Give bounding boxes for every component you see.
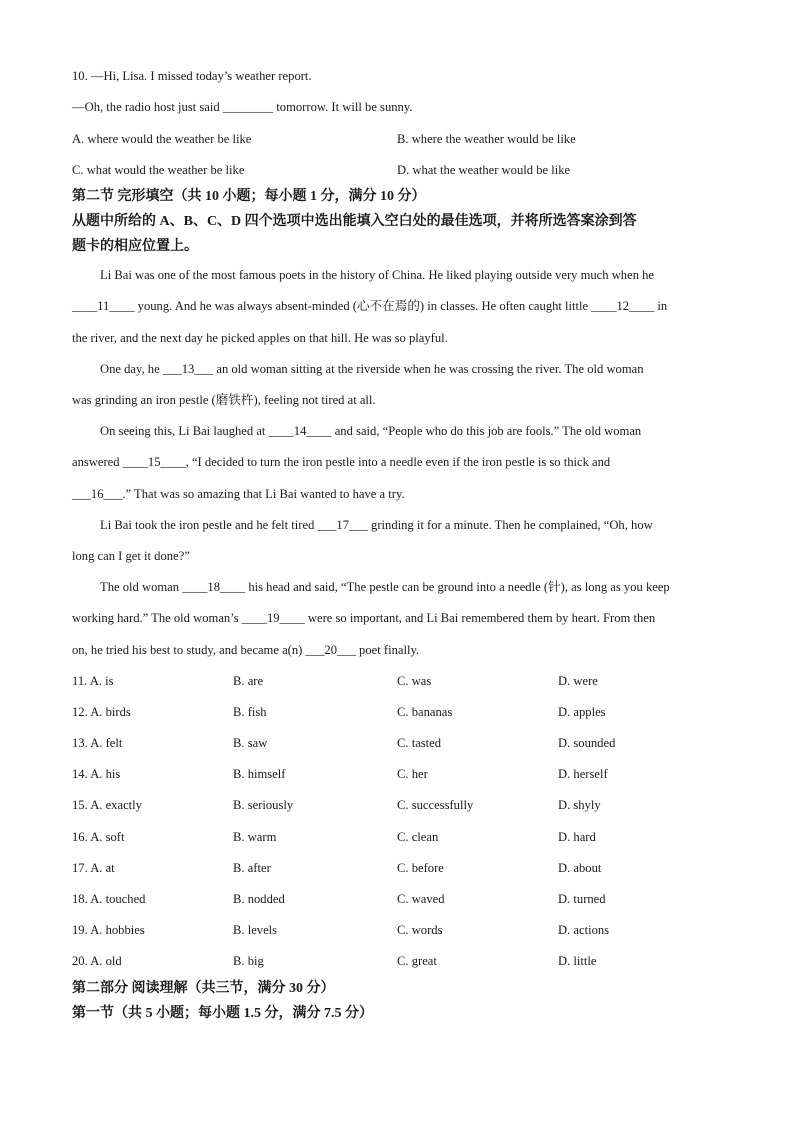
passage-line bbox=[72, 453, 724, 471]
option-d: D. apples bbox=[558, 705, 606, 720]
option-a: 18. A. touched bbox=[72, 891, 146, 906]
option-b: B. after bbox=[233, 860, 271, 875]
option-d: D. what the weather would be like bbox=[397, 163, 571, 177]
option-b: B. seriously bbox=[233, 798, 294, 813]
passage-text: One day, he bbox=[100, 362, 163, 376]
option-a: 16. A. soft bbox=[72, 829, 125, 844]
option-a: A. where would the weather be like bbox=[72, 132, 252, 146]
option-a: 12. A. birds bbox=[72, 705, 131, 720]
passage-text: were so important, and Li Bai remembered them by heart. From then bbox=[304, 611, 656, 625]
blank-11: ____11____ bbox=[72, 299, 135, 313]
option-d: D. herself bbox=[558, 767, 608, 782]
part-heading: 第二部分 阅读理解（共三节，满分 30 分） bbox=[72, 981, 335, 996]
option-b: B. levels bbox=[233, 922, 278, 937]
dialogue-text: —Oh, the radio host just said bbox=[72, 100, 223, 114]
option-b: B. where the weather would be like bbox=[397, 132, 576, 146]
option-b: B. warm bbox=[233, 829, 277, 844]
section-instruction: 从题中所给的 A、B、C、D 四个选项中选出能填入空白处的最佳选项，并将所选答案涂到答 bbox=[72, 214, 637, 229]
option-b: B. fish bbox=[233, 705, 267, 720]
option-c: C. before bbox=[397, 860, 444, 875]
passage-text: The old woman bbox=[100, 580, 183, 594]
option-b: B. nodded bbox=[233, 891, 285, 906]
blank-15: ____15____ bbox=[122, 455, 186, 469]
passage-text: .” That was so amazing that Li Bai wanted to have a try. bbox=[122, 487, 405, 501]
option-c: C. successfully bbox=[397, 798, 474, 813]
passage-line: long can I get it done?” bbox=[72, 549, 190, 563]
passage-text: his head and said, “The pestle can be ground into a needle (针), as long as you keep bbox=[245, 580, 670, 594]
option-d: D. little bbox=[558, 953, 597, 968]
passage-line: Li Bai was one of the most famous poets in the history of China. He liked playing outside very much when he bbox=[100, 268, 655, 282]
passage-text: young. And he was always absent-minded (心不在焉的) in classes. He often caught little bbox=[134, 299, 592, 313]
passage-line bbox=[72, 641, 724, 659]
blank-14: ____14____ bbox=[268, 424, 332, 438]
option-a: 13. A. felt bbox=[72, 736, 123, 751]
option-d: D. about bbox=[558, 860, 602, 875]
option-c: C. bananas bbox=[397, 705, 453, 720]
blank-16: ___16___ bbox=[72, 487, 123, 501]
passage-line: the river, and the next day he picked apples on that hill. He was so playful. bbox=[72, 331, 448, 345]
blank-17: ___17___ bbox=[317, 518, 368, 532]
option-c: C. tasted bbox=[397, 736, 442, 751]
passage-line bbox=[100, 578, 724, 596]
option-c: C. what would the weather be like bbox=[72, 163, 245, 177]
passage-text: On seeing this, Li Bai laughed at bbox=[100, 424, 269, 438]
passage-text: , “I decided to turn the iron pestle into a needle even if the iron pestle is so thick and bbox=[185, 455, 611, 469]
question-10-stem: 10. —Hi, Lisa. I missed today’s weather report. bbox=[72, 69, 312, 83]
passage-line bbox=[100, 360, 724, 378]
question-10-dialogue bbox=[72, 98, 724, 116]
blank-12: ____12____ bbox=[591, 299, 655, 313]
passage-text: Li Bai took the iron pestle and he felt tired bbox=[100, 518, 318, 532]
option-a: 20. A. old bbox=[72, 953, 122, 968]
passage-line bbox=[72, 609, 724, 627]
option-d: D. were bbox=[558, 674, 598, 688]
passage-text: and said, “People who do this job are fools.” The old woman bbox=[331, 424, 642, 438]
option-a: 15. A. exactly bbox=[72, 798, 142, 813]
option-c: C. her bbox=[397, 767, 428, 782]
passage-line: was grinding an iron pestle (磨铁杵), feeling not tired at all. bbox=[72, 393, 376, 407]
passage-line bbox=[100, 422, 724, 440]
blank-19: ____19____ bbox=[241, 611, 305, 625]
passage-text: grinding it for a minute. Then he complained, “Oh, how bbox=[367, 518, 653, 532]
option-d: D. actions bbox=[558, 922, 610, 937]
section-instruction: 题卡的相应位置上。 bbox=[72, 239, 198, 254]
option-c: C. was bbox=[397, 674, 432, 688]
option-c: C. words bbox=[397, 922, 443, 937]
option-a: 14. A. his bbox=[72, 767, 121, 782]
blank-13: ___13___ bbox=[162, 362, 214, 376]
subsection-heading: 第一节（共 5 小题；每小题 1.5 分，满分 7.5 分） bbox=[72, 1006, 373, 1021]
option-d: D. sounded bbox=[558, 736, 616, 751]
passage-text: in bbox=[654, 299, 668, 313]
dialogue-text: tomorrow. It will be sunny. bbox=[273, 100, 413, 114]
passage-text: an old woman sitting at the riverside when he was crossing the river. The old woman bbox=[213, 362, 644, 376]
passage-line bbox=[72, 297, 724, 315]
passage-text: poet finally. bbox=[355, 643, 420, 657]
option-a: 11. A. is bbox=[72, 674, 114, 688]
option-b: B. saw bbox=[233, 736, 268, 751]
passage-text: answered bbox=[72, 455, 123, 469]
option-a: 19. A. hobbies bbox=[72, 922, 145, 937]
option-c: C. great bbox=[397, 953, 437, 968]
blank-18: ____18____ bbox=[182, 580, 246, 594]
option-d: D. hard bbox=[558, 829, 596, 844]
option-c: C. clean bbox=[397, 829, 439, 844]
answer-blank: ________ bbox=[222, 100, 274, 114]
blank-20: ___20___ bbox=[305, 643, 356, 657]
option-d: D. turned bbox=[558, 891, 606, 906]
option-b: B. big bbox=[233, 953, 264, 968]
option-a: 17. A. at bbox=[72, 860, 115, 875]
passage-text: working hard.” The old woman’s bbox=[72, 611, 242, 625]
passage-text: on, he tried his best to study, and became a(n) bbox=[72, 643, 306, 657]
section-heading: 第二节 完形填空（共 10 小题；每小题 1 分，满分 10 分） bbox=[72, 189, 426, 204]
option-b: B. are bbox=[233, 674, 264, 688]
passage-line bbox=[100, 516, 724, 534]
option-c: C. waved bbox=[397, 891, 445, 906]
option-d: D. shyly bbox=[558, 798, 601, 813]
passage-line bbox=[72, 485, 724, 503]
option-b: B. himself bbox=[233, 767, 286, 782]
